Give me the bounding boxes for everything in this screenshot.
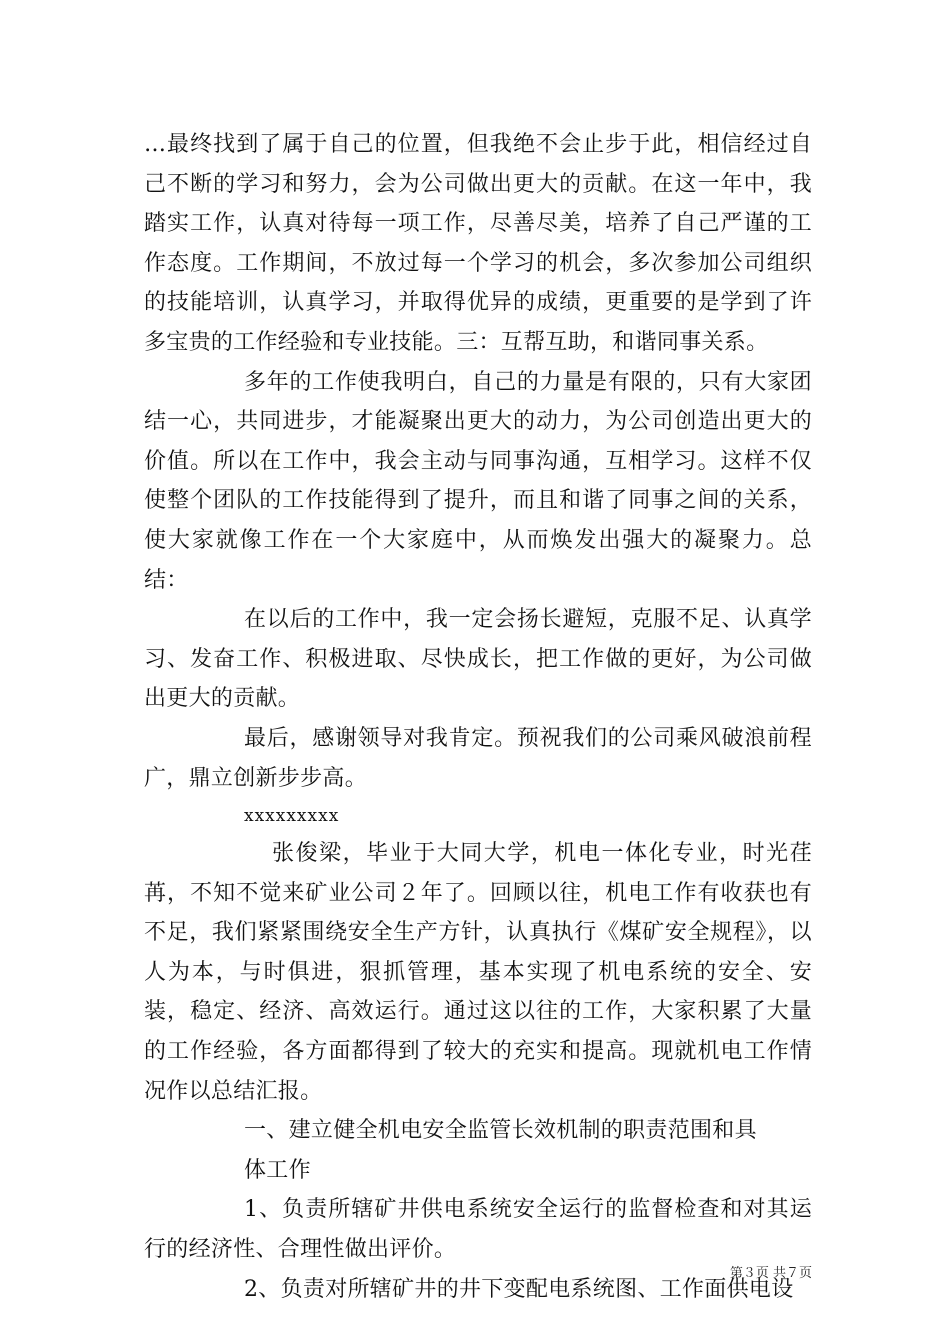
paragraph-5: 张俊梁，毕业于大同大学，机电一体化专业，时光荏苒，不知不觉来矿业公司２年了。回顾以往，机电工作有收获也有不足，我们紧紧围绕安全生产方针，认真执行《煤矿安全规程》，以人为本，与时俱进，狠抓管理，基本实现了机电系统的安全、安装，稳定、经济、高效运行。通过这以往的工作，大家积累了大量的工作经验，各方面都得到了较大的充实和提高。现就机电工作情况作以总结汇报。 <box>144 841 812 1104</box>
paragraph-7: 2、负责对所辖矿井的井下变配电系统图、工作面供电设 <box>244 1276 794 1302</box>
paragraph-3: 在以后的工作中，我一定会扬长避短，克服不足、认真学习、发奋工作、积极进取、尽快成长，把工作做的更好，为公司做出更大的贡献。 <box>144 607 812 712</box>
document-body <box>144 125 812 1309</box>
paragraph-4: 最后，感谢领导对我肯定。预祝我们的公司乘风破浪前程广，鼎立创新步步高。 <box>144 725 812 791</box>
page-number-footer: 第３页 共７页 <box>729 1266 812 1281</box>
paragraph-6: 1、负责所辖矿井供电系统安全运行的监督检查和对其运行的经济性、合理性做出评价。 <box>144 1197 812 1263</box>
paragraph-1: …最终找到了属于自己的位置，但我绝不会止步于此，相信经过自己不断的学习和努力，会为公司做出更大的贡献。在这一年中，我踏实工作，认真对待每一项工作，尽善尽美，培养了自己严谨的工作态度。工作期间，不放过每一个学习的机会，多次参加公司组织的技能培训，认真学习，并取得优异的成绩，更重要的是学到了许多宝贵的工作经验和专业技能。三：互帮互助，和谐同事关系。 <box>144 132 812 355</box>
section-heading-line-2: 体工作 <box>244 1157 311 1183</box>
signoff-placeholder: xxxxxxxxx <box>244 806 340 827</box>
section-heading-line-1: 一、建立健全机电安全监管长效机制的职责范围和具 <box>244 1118 757 1144</box>
paragraph-2: 多年的工作使我明白，自己的力量是有限的，只有大家团结一心，共同进步，才能凝聚出更大的动力，为公司创造出更大的价值。所以在工作中，我会主动与同事沟通，互相学习。这样不仅使整个团队的工作技能得到了提升，而且和谐了同事之间的关系，使大家就像工作在一个大家庭中，从而焕发出强大的凝聚力。总结： <box>144 369 812 593</box>
